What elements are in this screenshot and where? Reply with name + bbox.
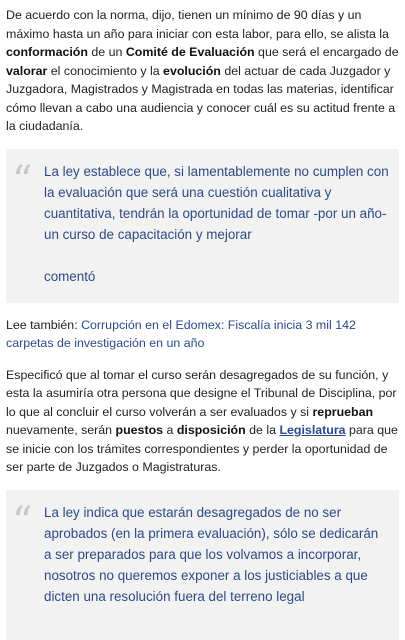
paragraph-text: Especificó que al tomar el curso serán desagregados de su función, y esta la asumiría otra persona que designe el Tribunal de Disciplina, por lo que al concluir el curso volverán a ser evaluados y si bbox=[6, 367, 397, 419]
legislatura-link[interactable]: Legislatura bbox=[279, 423, 346, 437]
related-prefix: Lee también: bbox=[6, 317, 82, 332]
quote-mark-icon: “ bbox=[12, 157, 33, 204]
bold-text: reprueban bbox=[312, 404, 374, 419]
bold-text: evolución bbox=[163, 63, 221, 78]
related-article-link[interactable]: Corrupción en el Edomex: Fiscalía inicia 3 mil 142 carpetas de investigación en un año bbox=[6, 317, 356, 350]
quote-attribution: comentó bbox=[44, 268, 96, 284]
paragraph-text: del actuar de cada Juzgador y Juzgadora, Magistrados y Magistrada en todas las materias, identificar cómo llevan a cabo una audiencia y conocer cuál es su actitud frente a la ciudadanía. bbox=[6, 63, 396, 133]
paragraph-2 bbox=[0, 366, 405, 477]
paragraph-text: a bbox=[163, 423, 177, 437]
paragraph-1 bbox=[0, 0, 405, 136]
blockquote-1 bbox=[6, 149, 399, 303]
related-article bbox=[0, 316, 405, 352]
paragraph-text: nuevamente, serán bbox=[6, 423, 116, 437]
quote-text: La ley establece que, si lamentablemente no cumplen con la evaluación que será una cuestión cualitativa y cuantitativa, tendrán la oportunidad de tomar -por un año- un curso de capacitación y mejorar bbox=[44, 163, 389, 242]
quote-mark-icon: “ bbox=[12, 498, 33, 545]
bold-text: disposición bbox=[176, 423, 246, 437]
bold-text: Comité de Evaluación bbox=[125, 45, 255, 59]
bold-text: puestos bbox=[115, 423, 164, 437]
blockquote-2 bbox=[6, 490, 399, 640]
paragraph-text: para que se inicie con los trámites correspondientes y perder la oportunidad de ser parte de Juzgados o Magistraturas. bbox=[6, 423, 398, 474]
paragraph-text: de la bbox=[245, 423, 280, 437]
paragraph-text: el conocimiento y la bbox=[47, 63, 164, 78]
paragraph-text: de un bbox=[87, 45, 126, 59]
quote-text: La ley indica que estarán desagregados de no ser aprobados (en la primera evaluación), sólo se dedicarán a ser preparados para que los volvamos a incorporar, nosotros no queremos exponer a los justiciables a que dicten una resolución fuera del terreno legal bbox=[44, 504, 379, 604]
paragraph-text: que será el encargado de bbox=[254, 45, 399, 59]
bold-text: conformación bbox=[6, 45, 88, 59]
bold-text: valorar bbox=[6, 63, 48, 78]
paragraph-text: De acuerdo con la norma, dijo, tienen un mínimo de 90 días y un máximo hasta un año para iniciar con esta labor, para ello, se alista la bbox=[6, 8, 389, 41]
